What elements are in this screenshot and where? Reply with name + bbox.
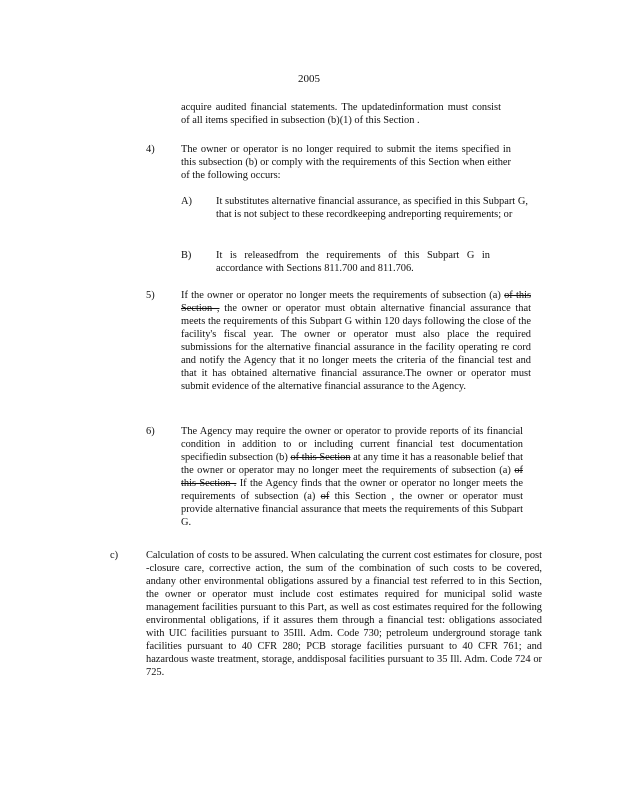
item-5-marker: 5)	[146, 290, 155, 301]
item-4-paragraph: The owner or operator is no longer required to submit the items specified in this subsection (b) or comply with the requirements of this Section when either of the following occurs:	[181, 144, 511, 181]
item-6-text-start: The Agency may require the owner or operator to provide reports of its financial condition in addition to or including current financial test documentation specifiedin subsection (b)	[181, 426, 523, 463]
item-6-struck-text-1: of this Section	[290, 452, 351, 463]
item-4b-marker: B)	[181, 250, 192, 261]
item-6-text-mid-2: If the Agency finds that the owner or operator no longer meets the requirements of subsection (a)	[181, 478, 523, 502]
item-4b-paragraph: It is releasedfrom the requirements of this Subpart G in accordance with Sections 811.700 and 811.706.	[216, 250, 490, 274]
item-4a-marker: A)	[181, 196, 192, 207]
item-c-paragraph: Calculation of costs to be assured. When calculating the current cost estimates for closure, post -closure care, corrective action, the sum of the combination of such costs to be covered, andany other environmental obligations assured by a financial test referred to in this Section, the owner or operator must include cost estimates required for municipal solid waste management facilities pursuant to this Part, as well as cost estimates required for the following environmental obligations, if it assures them through a financial test: obligations associated with UIC facilities pursuant to 35Ill. Adm. Code 730; petroleum underground storage tank facilities pursuant to 40 CFR 280; PCB storage facilities pursuant to 40 CFR 761; and hazardous waste treatment, storage, anddisposal facilities pursuant to 35 Ill. Adm. Code 724 or 725.	[146, 550, 542, 678]
item-5-text-start: If the owner or operator no longer meets the requirements of subsection (a)	[181, 290, 501, 301]
item-4-marker: 4)	[146, 144, 155, 155]
item-6-text-mid-1: at any time it has a reasonable belief that the owner or operator may no longer meet the requirements of subsection (a)	[181, 452, 523, 476]
item-6-text-end: this Section , the owner or operator must provide alternative financial assurance that meets the requirements of this Subpart G.	[181, 491, 523, 528]
item-6-struck-text-3: of	[320, 491, 330, 502]
item-4a-paragraph: It substitutes alternative financial assurance, as specified in this Subpart G, that is not subject to these recordkeeping andreporting requirements; or	[216, 196, 528, 220]
item-c-marker: c)	[110, 550, 119, 561]
item-5-struck-text: of this Section ,	[181, 290, 531, 314]
item-5-paragraph	[181, 289, 531, 393]
item-5-text-end: the owner or operator must obtain alternative financial assurance that meets the requirements of this Subpart G within 120 days following the close of the facility's fiscal year. The owner or operator must also place the required submissions for the alternative financial assurance in the facility operating re cord and notify the Agency that it no longer meets the criteria of the financial test and that it has obtained alternative financial assurance.The owner or operator must submit evidence of the alternative financial assurance to the Agency.	[181, 303, 531, 392]
page-number: 2005	[298, 73, 320, 85]
item-6-marker: 6)	[146, 426, 155, 437]
item-6-struck-text-2: of this Section .	[181, 465, 523, 489]
item-6-paragraph	[181, 425, 523, 529]
continuation-paragraph: acquire audited financial statements. The updatedinformation must consist of all items specified in subsection (b)(1) of this Section .	[181, 102, 501, 126]
